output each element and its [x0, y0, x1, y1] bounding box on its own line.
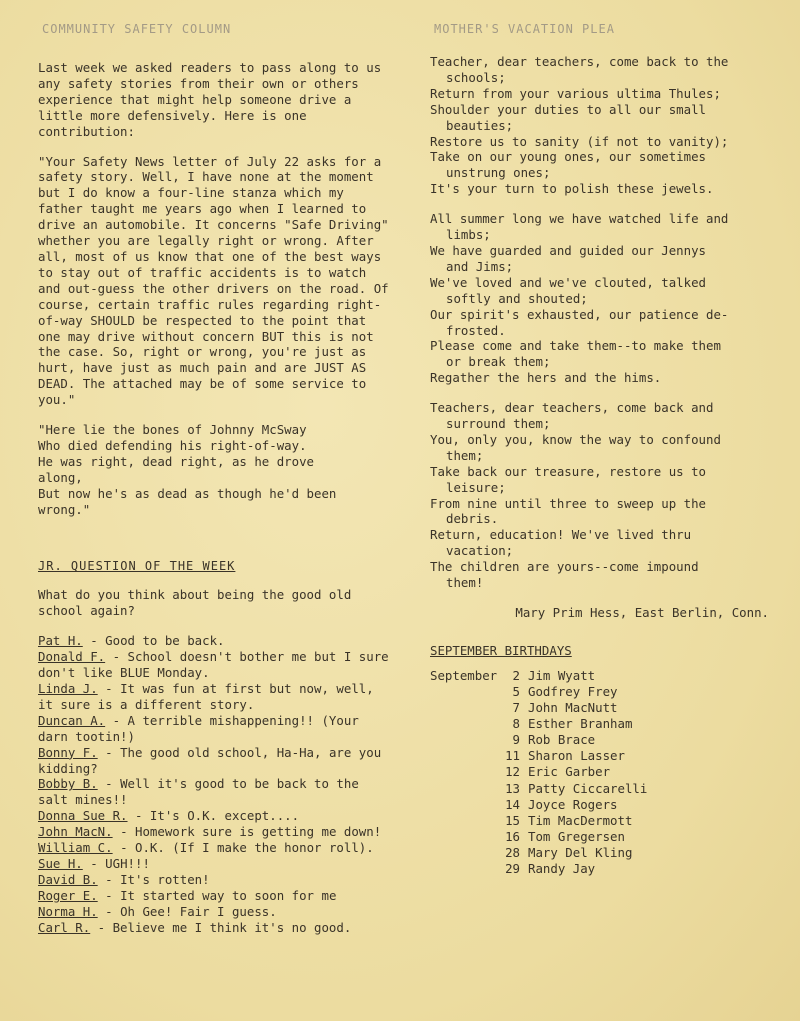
answer-item	[38, 904, 390, 920]
answer-item	[38, 856, 390, 872]
birthday-month	[430, 797, 502, 813]
poem-credit: Mary Prim Hess, East Berlin, Conn.	[515, 605, 769, 620]
poem-line: or break them;	[446, 354, 551, 370]
poem-line: schools;	[446, 69, 506, 85]
answer-item	[38, 872, 390, 888]
poem-stanza	[430, 54, 775, 197]
birthday-day: 5	[512, 684, 520, 699]
poem-line: Restore us to sanity (if not to vanity);	[430, 133, 729, 149]
birthday-name: Sharon Lasser	[528, 748, 625, 764]
answer-name: Duncan A.	[38, 712, 106, 728]
birthday-day: 12	[505, 764, 520, 780]
answer-name: William C.	[38, 840, 113, 856]
poem-line: From nine until three to sweep up the	[430, 495, 707, 511]
birthday-month	[430, 829, 502, 845]
poem-line: You, only you, know the way to confound	[430, 431, 721, 447]
birthday-month	[430, 748, 502, 764]
poem-stanza	[430, 400, 775, 591]
birthday-day: 29	[505, 861, 520, 877]
question-text: What do you think about being the good old school again?	[38, 587, 352, 619]
poem-line: Please come and take them--to make them	[430, 338, 721, 354]
answer-text: - It's rotten!	[97, 871, 210, 887]
poem-line: We've loved and we've clouted, talked	[430, 274, 707, 290]
answer-text: - School doesn't bother me but I sure don't like BLUE Monday.	[38, 649, 389, 681]
answer-item	[38, 808, 390, 824]
answer-name: David B.	[38, 871, 98, 887]
answer-item	[38, 745, 390, 777]
poem-line: We have guarded and guided our Jennys	[430, 242, 707, 258]
birthday-name: John MacNutt	[528, 700, 618, 716]
answer-text: - The good old school, Ha-Ha, are you kidding?	[38, 744, 382, 776]
answers-list	[38, 633, 390, 935]
poem-line: Take back our treasure, restore us to	[430, 463, 707, 479]
birthday-day: 7	[512, 700, 520, 716]
answer-item	[38, 824, 390, 840]
poem-line: them!	[446, 575, 484, 591]
poem-line: surround them;	[446, 416, 551, 432]
birthday-name: Joyce Rogers	[528, 796, 618, 812]
answer-text: - Well it's good to be back to the salt mines!!	[38, 776, 359, 808]
birthday-name: Godfrey Frey	[528, 684, 618, 699]
birthday-name: Tom Gregersen	[528, 828, 625, 844]
poem-line: Shoulder your duties to all our small	[430, 101, 707, 117]
birthday-day: 28	[505, 844, 520, 860]
answer-item	[38, 633, 390, 649]
birthday-day: 2	[512, 667, 520, 683]
birthday-day: 9	[512, 732, 520, 748]
poem-line: All summer long we have watched life and	[430, 211, 729, 227]
answer-item	[38, 888, 390, 904]
johnny-mcsway-stanza	[38, 422, 390, 517]
birthday-name: Eric Garber	[528, 764, 611, 780]
poem-line: Our spirit's exhausted, our patience de-	[430, 306, 729, 322]
answer-text: - Good to be back.	[82, 633, 225, 649]
poem-line: frosted.	[446, 322, 506, 338]
answer-item	[38, 649, 390, 681]
birthday-day: 14	[505, 796, 520, 812]
poem-line: beauties;	[446, 117, 514, 133]
birthday-month	[430, 781, 502, 797]
answer-item	[38, 776, 390, 808]
poem-line: unstrung ones;	[446, 165, 551, 181]
answer-text: - It's O.K. except....	[127, 808, 300, 824]
left-column	[38, 22, 390, 936]
birthday-month	[430, 861, 502, 877]
plea-heading: MOTHER'S VACATION PLEA	[434, 22, 615, 36]
stanza-line: "Here lie the bones of Johnny McSway	[38, 422, 307, 438]
birthday-day: 15	[505, 812, 520, 828]
answer-text: - Believe me I think it's no good.	[90, 919, 352, 935]
stanza-line: wrong."	[38, 501, 91, 517]
birthday-name: Esther Branham	[528, 716, 633, 732]
birthday-day: 11	[505, 748, 520, 764]
answer-name: Sue H.	[38, 855, 83, 871]
birthday-name: Mary Del Kling	[528, 844, 633, 860]
poem-line: The children are yours--come impound	[430, 559, 699, 575]
birthday-month	[430, 845, 502, 861]
poem-line: Teachers, dear teachers, come back and	[430, 400, 714, 416]
answer-text: - O.K. (If I make the honor roll).	[112, 840, 374, 856]
birthday-day: 8	[512, 716, 520, 732]
answer-name: Norma H.	[38, 903, 98, 919]
poem-line: them;	[446, 447, 484, 463]
poem-line: limbs;	[446, 227, 491, 243]
poem-line: Teacher, dear teachers, come back to the	[430, 54, 729, 69]
answer-text: - Oh Gee! Fair I guess.	[97, 903, 277, 919]
poem-line: It's your turn to polish these jewels.	[430, 181, 714, 197]
answer-name: Carl R.	[38, 919, 91, 935]
stanza-line: But now he's as dead as though he'd been	[38, 485, 337, 501]
answer-name: Donna Sue R.	[38, 808, 128, 824]
answer-item	[38, 920, 390, 936]
poem-stanza	[430, 211, 775, 386]
poem-line: and Jims;	[446, 258, 514, 274]
right-column	[430, 22, 775, 877]
poem-line: Take on our young ones, our sometimes	[430, 149, 707, 165]
answer-text: - It started way to soon for me	[97, 887, 337, 903]
answer-name: John MacN.	[38, 824, 113, 840]
poem-line: Return from your various ultima Thules;	[430, 85, 721, 101]
stanza-line: Who died defending his right-of-way.	[38, 437, 307, 453]
poem-line: softly and shouted;	[446, 290, 588, 306]
poem-line: vacation;	[446, 543, 514, 559]
birthdays-list	[430, 668, 775, 877]
answer-name: Bobby B.	[38, 776, 98, 792]
birthday-name: Tim MacDermott	[528, 812, 633, 828]
poem-line: Regather the hers and the hims.	[430, 370, 662, 386]
vacation-plea-poem	[430, 54, 775, 591]
question-heading: JR. QUESTION OF THE WEEK	[38, 559, 236, 574]
answer-text: - A terrible mishappening!! (Your darn tootin!)	[38, 712, 359, 744]
answer-name: Pat H.	[38, 633, 83, 649]
answer-text: - UGH!!!	[82, 855, 150, 871]
birthday-name: Rob Brace	[528, 732, 596, 748]
birthday-month	[430, 684, 502, 700]
safety-intro: Last week we asked readers to pass along to us any safety stories from their own or others experience that might help someone drive a little more defensively. Here is one contribution:	[38, 60, 382, 139]
safety-letter: "Your Safety News letter of July 22 asks for a safety story. Well, I have none at the moment but I do know a four-line stanza which my father taught me years ago when I learned to drive an automobile. It concerns "Safe Driving" whether you are legally right or wrong. After all, most of us know that one of the best ways to stay out of traffic accidents is to watch and out-guess the other drivers on the road. Of course, certain traffic rules regarding right-of-way SHOULD be respected to the point that one may drive without concern BUT this is not the case. So, right or wrong, you're just as hurt, have just as much pain and are JUST AS DEAD. The attached may be of some service to you."	[38, 153, 389, 408]
answer-name: Linda J.	[38, 681, 98, 696]
poem-line: Return, education! We've lived thru	[430, 527, 692, 543]
birthday-day: 16	[505, 828, 520, 844]
birthday-month	[430, 813, 502, 829]
answer-item	[38, 840, 390, 856]
birthday-month	[430, 764, 502, 780]
birthday-month	[430, 700, 502, 716]
poem-line: debris.	[446, 511, 499, 527]
answer-text: - Homework sure is getting me down!	[112, 824, 382, 840]
birthday-name: Randy Jay	[528, 861, 596, 877]
birthday-name: Patty Ciccarelli	[528, 780, 648, 796]
answer-item	[38, 713, 390, 745]
stanza-line: along,	[38, 469, 83, 485]
birthday-month	[430, 716, 502, 732]
safety-column-heading: COMMUNITY SAFETY COLUMN	[42, 22, 232, 36]
birthdays-heading: SEPTEMBER BIRTHDAYS	[430, 642, 572, 658]
answer-text: - It was fun at first but now, well, it sure is a different story.	[38, 681, 374, 712]
birthday-month	[430, 732, 502, 748]
answer-name: Bonny F.	[38, 744, 98, 760]
birthday-month: September	[430, 667, 498, 683]
answer-item	[38, 681, 390, 713]
answer-name: Roger E.	[38, 887, 98, 903]
poem-line: leisure;	[446, 479, 506, 495]
stanza-line: He was right, dead right, as he drove	[38, 453, 315, 469]
answer-name: Donald F.	[38, 649, 106, 665]
birthday-day: 13	[505, 780, 520, 796]
birthday-name: Jim Wyatt	[528, 667, 596, 683]
